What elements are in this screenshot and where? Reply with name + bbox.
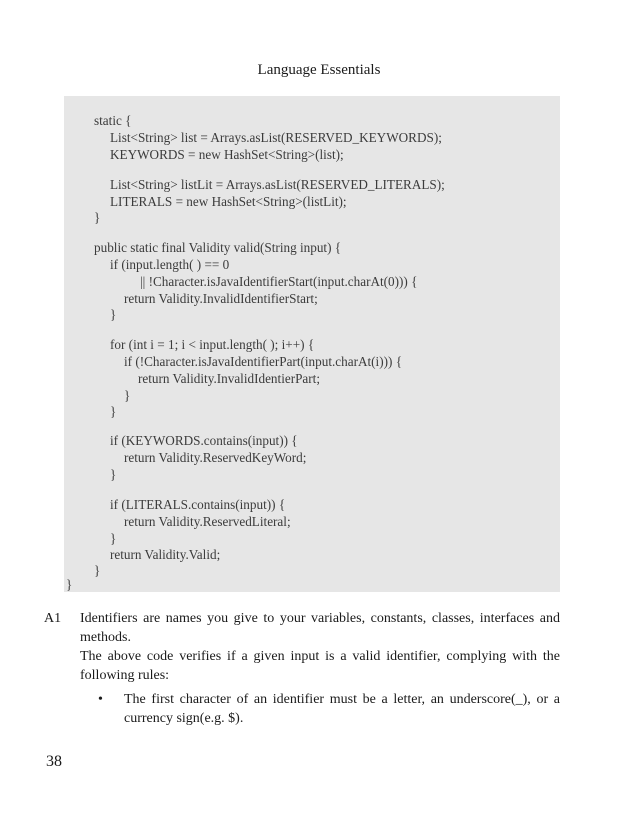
code-line: for (int i = 1; i < input.length( ); i++) { bbox=[110, 337, 315, 352]
code-listing bbox=[64, 96, 560, 592]
code-line: static { bbox=[94, 113, 132, 128]
answer-paragraph: The above code verifies if a given input is a valid identifier, complying with the following rules: bbox=[80, 649, 560, 683]
code-line: } bbox=[110, 531, 117, 546]
code-line: return Validity.ReservedKeyWord; bbox=[124, 450, 307, 465]
code-line: || !Character.isJavaIdentifierStart(input.charAt(0))) { bbox=[140, 274, 418, 289]
answer-paragraph: Identifiers are names you give to your variables, constants, classes, interfaces and methods. bbox=[80, 611, 560, 645]
code-line: List<String> listLit = Arrays.asList(RESERVED_LITERALS); bbox=[110, 177, 445, 192]
code-line: return Validity.InvalidIdentifierStart; bbox=[124, 291, 318, 306]
code-line: if (LITERALS.contains(input)) { bbox=[110, 497, 286, 512]
code-line: } bbox=[110, 467, 117, 482]
answer-label: A1 bbox=[44, 611, 62, 626]
code-line: List<String> list = Arrays.asList(RESERVED_KEYWORDS); bbox=[110, 130, 442, 145]
code-line: return Validity.ReservedLiteral; bbox=[124, 514, 291, 529]
code-line: } bbox=[94, 563, 101, 578]
code-line: } bbox=[110, 307, 117, 322]
code-line: if (!Character.isJavaIdentifierPart(input.charAt(i))) { bbox=[124, 354, 403, 369]
code-line: public static final Validity valid(String input) { bbox=[94, 240, 342, 255]
code-line: return Validity.Valid; bbox=[110, 547, 221, 562]
code-line: } bbox=[94, 210, 101, 225]
code-line: } bbox=[66, 577, 73, 592]
code-line: KEYWORDS = new HashSet<String>(list); bbox=[110, 147, 344, 162]
code-line: } bbox=[110, 404, 117, 419]
bullet-icon: • bbox=[98, 692, 103, 707]
code-line: } bbox=[124, 388, 131, 403]
code-line: return Validity.InvalidIdentierPart; bbox=[138, 371, 321, 386]
code-line: if (KEYWORDS.contains(input)) { bbox=[110, 433, 298, 448]
code-line: if (input.length( ) == 0 bbox=[110, 257, 230, 272]
running-header: Language Essentials bbox=[257, 62, 381, 78]
code-line: LITERALS = new HashSet<String>(listLit); bbox=[110, 194, 347, 209]
list-item-text: The first character of an identifier must be a letter, an underscore(_), or a currency sign(e.g. $). bbox=[124, 692, 560, 726]
page-number: 38 bbox=[46, 753, 62, 770]
